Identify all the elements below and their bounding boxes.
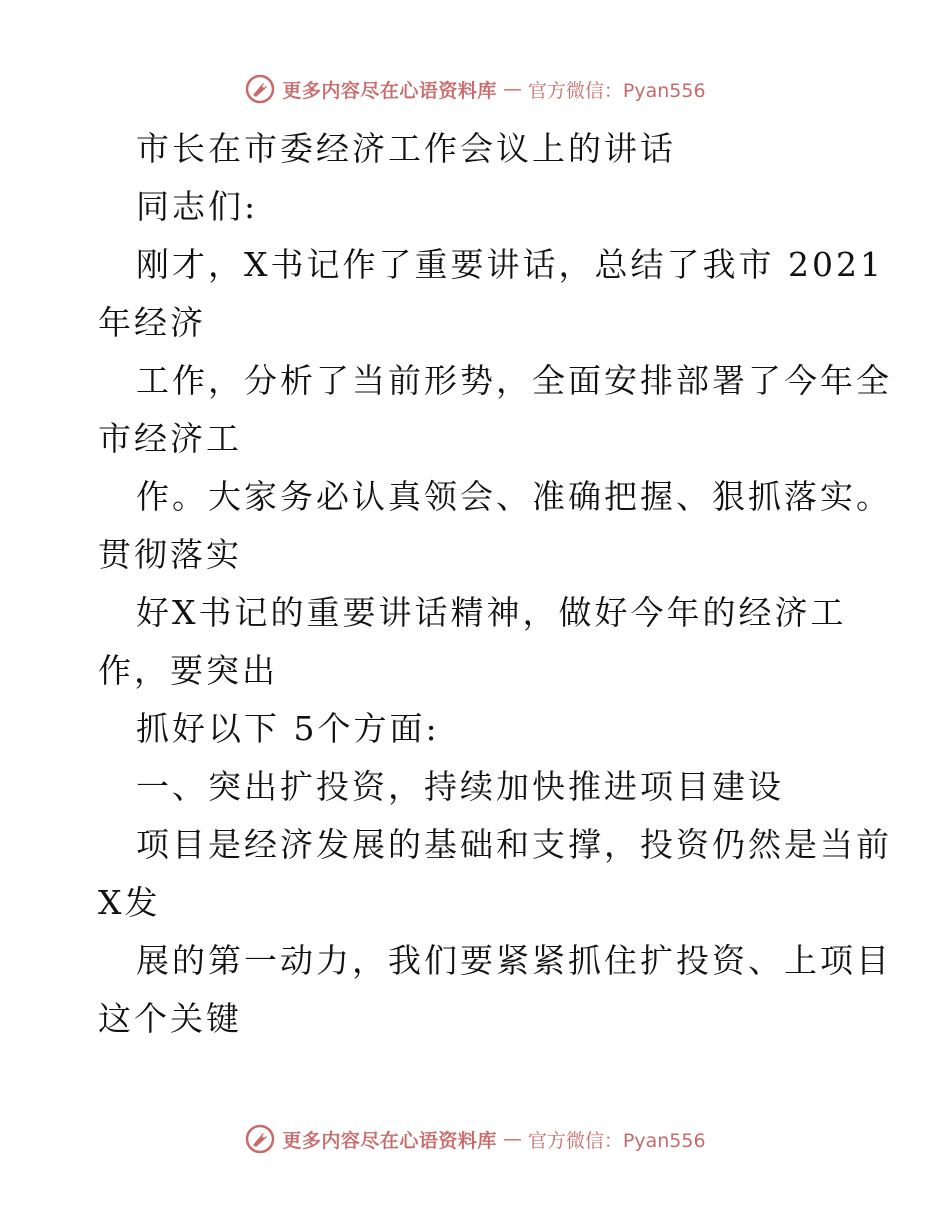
- text-line: 工作，分析了当前形势，全面安排部署了今年全: [136, 361, 892, 400]
- watermark-brand: 更多内容尽在心语资料库: [282, 79, 497, 102]
- pen-nib-icon: [244, 73, 276, 105]
- text-line: 作。大家务必认真领会、准确把握、狠抓落实。: [136, 477, 892, 516]
- pen-nib-icon: [244, 1123, 276, 1155]
- text-line: 好X书记的重要讲话精神，做好今年的经济工: [136, 593, 847, 632]
- document-body: [98, 120, 892, 1048]
- text-line: 项目是经济发展的基础和支撑，投资仍然是当前: [136, 825, 892, 864]
- text-line: 市长在市委经济工作会议上的讲话: [136, 129, 676, 168]
- watermark-wechat: 官方微信：Pyan556: [527, 1129, 706, 1152]
- watermark-brand: 更多内容尽在心语资料库: [282, 1129, 497, 1152]
- text-line: 作，要突出: [98, 651, 278, 690]
- watermark-wechat: 官方微信：Pyan556: [527, 79, 706, 102]
- text-line: X发: [98, 883, 161, 922]
- watermark-separator: —: [502, 78, 522, 100]
- text-line: 一、突出扩投资，持续加快推进项目建设: [136, 767, 784, 806]
- text-line: 抓好以下 5个方面:: [136, 709, 440, 748]
- text-line: 这个关键: [98, 999, 242, 1038]
- text-line: 贯彻落实: [98, 535, 242, 574]
- text-line: 展的第一动力，我们要紧紧抓住扩投资、上项目: [136, 941, 892, 980]
- text-line: 年经济: [98, 303, 206, 342]
- footer-watermark: [0, 1122, 950, 1156]
- watermark-separator: —: [502, 1128, 522, 1150]
- text-line: 刚才，X书记作了重要讲话，总结了我市 2021: [136, 245, 884, 284]
- header-watermark: [0, 72, 950, 106]
- text-line: 市经济工: [98, 419, 242, 458]
- text-line: 同志们:: [136, 187, 259, 226]
